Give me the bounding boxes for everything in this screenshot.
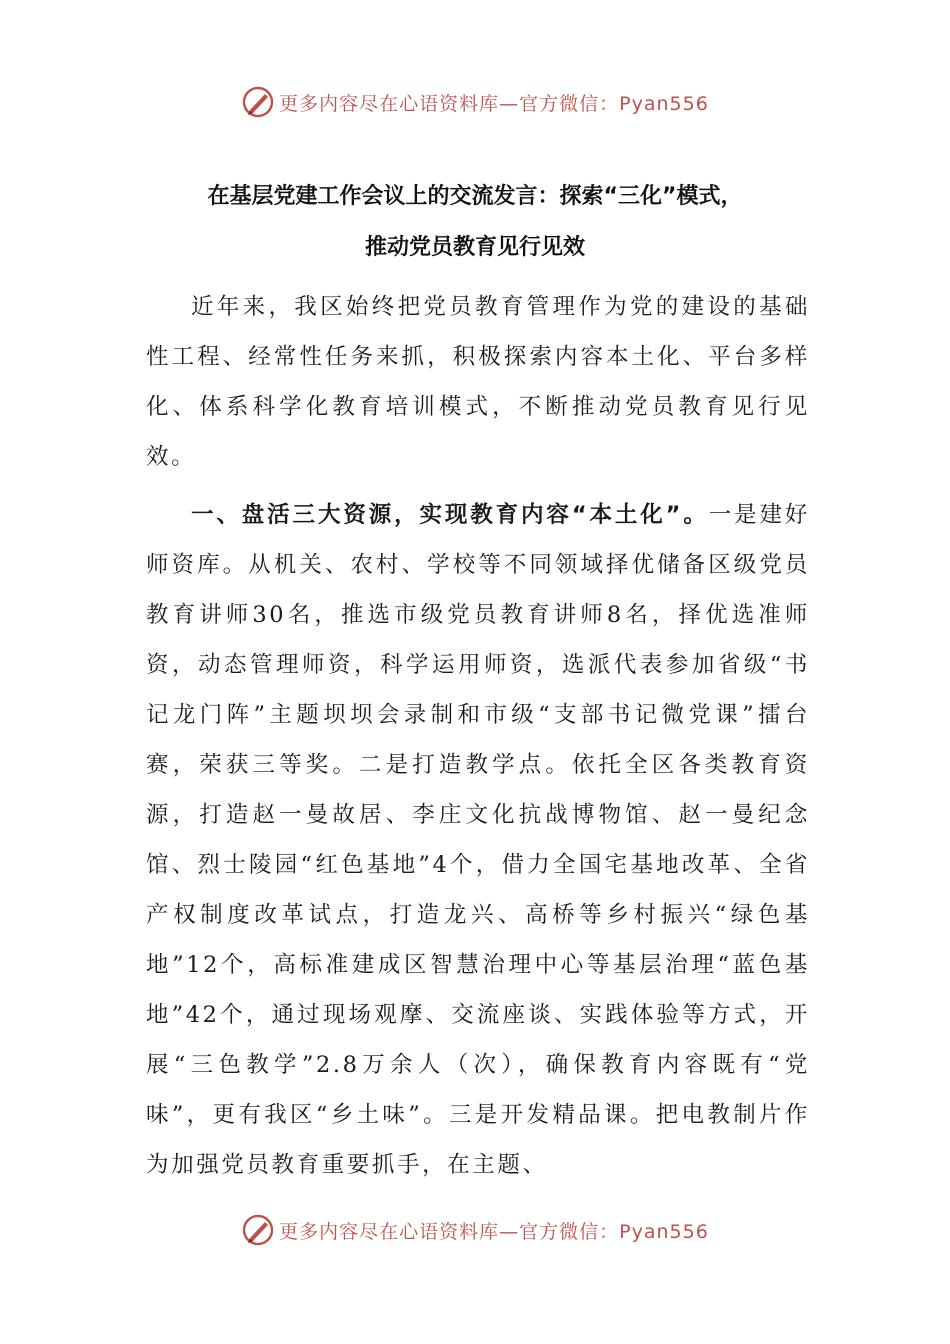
watermark-banner-bottom (0, 1210, 950, 1250)
intro-paragraph: 近年来，我区始终把党员教育管理作为党的建设的基础性工程、经常性任务来抓，积极探索内容本土化、平台多样化、体系科学化教育培训模式，不断推动党员教育见行见效。 (146, 294, 810, 470)
watermark-text: 更多内容尽在心语资料库—官方微信：Pyan556 (279, 1220, 709, 1243)
document-body (146, 282, 810, 1190)
section1-paragraph (146, 490, 810, 1190)
pen-logo-icon (241, 1213, 275, 1247)
section1-body: 一是建好师资库。从机关、农村、学校等不同领域择优储备区级党员教育讲师30名，推选市级党员教育讲师8名，择优选准师资，动态管理师资，科学运用师资，选派代表参加省级“书记龙门阵”主题坝坝会录制和市级“支部书记微党课”擂台赛，荣获三等奖。二是打造教学点。依托全区各类教育资源，打造赵一曼故居、李庄文化抗战博物馆、赵一曼纪念馆、烈士陵园“红色基地”4个，借力全国宅基地改革、全省产权制度改革试点，打造龙兴、高桥等乡村振兴“绿色基地”12个，高标准建成区智慧治理中心等基层治理“蓝色基地”42个，通过现场观摩、交流座谈、实践体验等方式，开展“三色教学”2.8万余人（次），确保教育内容既有“党味”，更有我区“乡土味”。三是开发精品课。把电教制片作为加强党员教育重要抓手，在主题、 (146, 502, 810, 1178)
watermark-banner-top (0, 82, 950, 122)
document-title-line1: 在基层党建工作会议上的交流发言：探索“三化”模式， (207, 184, 743, 209)
document-title-line2: 推动党员教育见行见效 (364, 235, 585, 260)
section1-heading: 一、盘活三大资源，实现教育内容“本土化”。 (191, 502, 709, 528)
pen-logo-icon (241, 85, 275, 119)
watermark-text: 更多内容尽在心语资料库—官方微信：Pyan556 (279, 92, 709, 115)
